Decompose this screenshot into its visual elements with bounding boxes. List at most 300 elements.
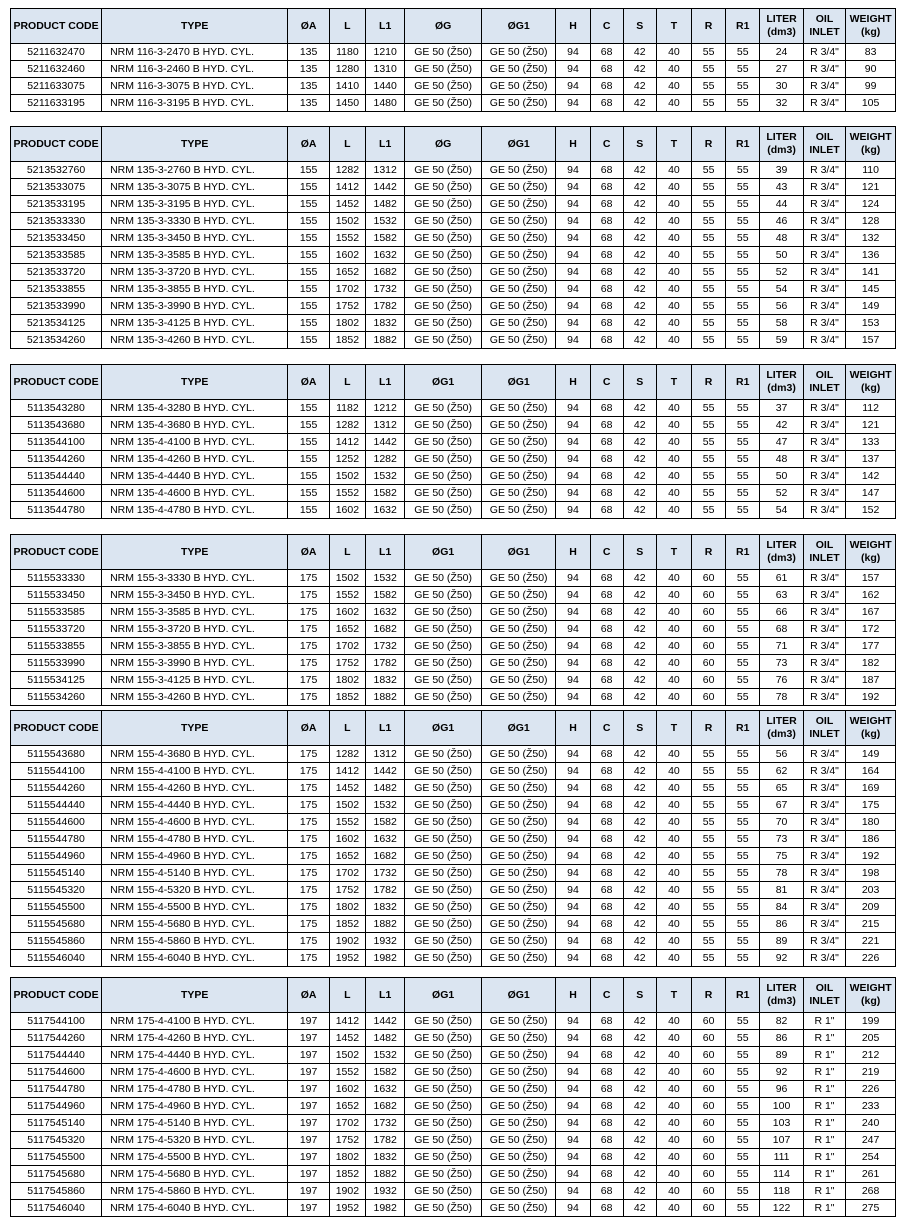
table-cell: GE 50 (Ž50) (405, 638, 482, 655)
table-cell: GE 50 (Ž50) (481, 882, 556, 899)
table-cell: 55 (726, 1047, 760, 1064)
table-cell: 60 (692, 587, 726, 604)
table-cell: GE 50 (Ž50) (481, 213, 556, 230)
table-cell: 55 (726, 916, 760, 933)
table-cell: 40 (656, 281, 691, 298)
table-cell: 1902 (329, 1183, 365, 1200)
table-cell: 135 (288, 61, 329, 78)
table-cell: 55 (692, 797, 726, 814)
type-cell: NRM 175-4-4780 B HYD. CYL. (102, 1081, 288, 1098)
table-cell: 175 (288, 672, 329, 689)
table-cell: GE 50 (Ž50) (405, 213, 482, 230)
table-cell: 1782 (366, 1132, 405, 1149)
table-cell: GE 50 (Ž50) (405, 417, 482, 434)
table-cell: 40 (656, 638, 691, 655)
table-cell: 42 (623, 417, 656, 434)
table-cell: GE 50 (Ž50) (405, 899, 482, 916)
table-cell: 40 (656, 621, 691, 638)
table-cell: GE 50 (Ž50) (481, 587, 556, 604)
table-cell: 40 (656, 44, 691, 61)
table-cell: 60 (692, 1132, 726, 1149)
table-cell: 68 (590, 604, 623, 621)
table-cell: GE 50 (Ž50) (481, 1149, 556, 1166)
table-cell: 94 (556, 831, 590, 848)
product-code-cell: 5115546040 (11, 950, 102, 967)
table-cell: 149 (846, 298, 896, 315)
column-header: LITER (dm3) (760, 365, 803, 400)
table-cell: 81 (760, 882, 803, 899)
table-cell: GE 50 (Ž50) (405, 468, 482, 485)
type-cell: NRM 175-4-4100 B HYD. CYL. (102, 1013, 288, 1030)
table-cell: 55 (692, 831, 726, 848)
table-cell: 68 (590, 848, 623, 865)
table-cell: 197 (288, 1183, 329, 1200)
table-cell: 105 (846, 95, 896, 112)
table-cell: 55 (726, 1183, 760, 1200)
product-code-cell: 5213533195 (11, 196, 102, 213)
table-cell: 40 (656, 400, 691, 417)
table-cell: 149 (846, 746, 896, 763)
product-code-cell: 5115544440 (11, 797, 102, 814)
table-cell: 78 (760, 689, 803, 706)
table-cell: 175 (288, 882, 329, 899)
table-cell: 40 (656, 672, 691, 689)
table-cell: 42 (623, 763, 656, 780)
table-cell: 42 (623, 865, 656, 882)
table-cell: 56 (760, 298, 803, 315)
table-row (11, 298, 896, 315)
table-cell: 1442 (366, 179, 405, 196)
table-cell: 40 (656, 434, 691, 451)
table-cell: 42 (623, 1166, 656, 1183)
column-header: R (692, 9, 726, 44)
table-cell: 55 (692, 230, 726, 247)
table-cell: 68 (590, 672, 623, 689)
table-cell: 42 (623, 604, 656, 621)
column-header: L1 (366, 978, 405, 1013)
table-cell: 121 (846, 179, 896, 196)
table-cell: 37 (760, 400, 803, 417)
table-row (11, 1064, 896, 1081)
table-row (11, 848, 896, 865)
table-cell: GE 50 (Ž50) (405, 162, 482, 179)
column-header: PRODUCT CODE (11, 711, 102, 746)
table-cell: 68 (590, 95, 623, 112)
table-cell: 1752 (329, 298, 365, 315)
table-cell: 42 (623, 587, 656, 604)
table-cell: GE 50 (Ž50) (405, 485, 482, 502)
table-cell: 94 (556, 1030, 590, 1047)
column-header: L (329, 127, 365, 162)
table-cell: 55 (726, 1166, 760, 1183)
type-cell: NRM 175-4-6040 B HYD. CYL. (102, 1200, 288, 1217)
table-cell: GE 50 (Ž50) (481, 281, 556, 298)
table-cell: 55 (726, 400, 760, 417)
table-cell: 40 (656, 746, 691, 763)
table-cell: 42 (623, 1149, 656, 1166)
product-code-cell: 5117544780 (11, 1081, 102, 1098)
column-header: L (329, 9, 365, 44)
column-header: R (692, 978, 726, 1013)
table-cell: 94 (556, 570, 590, 587)
table-cell: 1652 (329, 264, 365, 281)
table-cell: 1852 (329, 332, 365, 349)
table-cell: 52 (760, 264, 803, 281)
column-header: ØG1 (481, 978, 556, 1013)
table-cell: 40 (656, 763, 691, 780)
type-cell: NRM 175-4-4960 B HYD. CYL. (102, 1098, 288, 1115)
table-cell: GE 50 (Ž50) (405, 780, 482, 797)
table-cell: 94 (556, 434, 590, 451)
table-row (11, 281, 896, 298)
column-header: TYPE (102, 365, 288, 400)
column-header: H (556, 978, 590, 1013)
table-cell: 75 (760, 848, 803, 865)
table-cell: 94 (556, 196, 590, 213)
column-header: ØG1 (481, 535, 556, 570)
product-code-cell: 5211633075 (11, 78, 102, 95)
table-cell: GE 50 (Ž50) (405, 746, 482, 763)
table-cell: 1442 (366, 434, 405, 451)
table-cell: 1410 (329, 78, 365, 95)
table-cell: R 3/4" (803, 763, 845, 780)
table-row (11, 950, 896, 967)
table-cell: GE 50 (Ž50) (405, 230, 482, 247)
table-cell: 1732 (366, 281, 405, 298)
table-cell: 55 (692, 281, 726, 298)
product-code-cell: 5213533720 (11, 264, 102, 281)
product-code-cell: 5117545500 (11, 1149, 102, 1166)
table-cell: GE 50 (Ž50) (481, 1081, 556, 1098)
table-cell: 55 (726, 1200, 760, 1217)
type-cell: NRM 175-4-5860 B HYD. CYL. (102, 1183, 288, 1200)
table-cell: 94 (556, 814, 590, 831)
table-cell: R 3/4" (803, 78, 845, 95)
table-cell: 1682 (366, 1098, 405, 1115)
table-cell: 68 (590, 1030, 623, 1047)
type-cell: NRM 135-4-3680 B HYD. CYL. (102, 417, 288, 434)
table-row (11, 587, 896, 604)
table-cell: GE 50 (Ž50) (481, 621, 556, 638)
table-cell: 1552 (329, 485, 365, 502)
table-cell: 1952 (329, 950, 365, 967)
table-cell: GE 50 (Ž50) (405, 570, 482, 587)
table-cell: 68 (590, 1166, 623, 1183)
table-cell: 60 (692, 621, 726, 638)
table-cell: 68 (590, 434, 623, 451)
table-cell: 55 (692, 44, 726, 61)
table-cell: GE 50 (Ž50) (405, 247, 482, 264)
type-cell: NRM 135-4-4440 B HYD. CYL. (102, 468, 288, 485)
table-cell: 1552 (329, 230, 365, 247)
table-cell: 1502 (329, 213, 365, 230)
table-cell: R 3/4" (803, 315, 845, 332)
table-cell: 1702 (329, 281, 365, 298)
table-cell: 175 (846, 797, 896, 814)
table-row (11, 621, 896, 638)
table-cell: 55 (692, 814, 726, 831)
table-cell: 60 (692, 1064, 726, 1081)
table-cell: GE 50 (Ž50) (405, 298, 482, 315)
product-code-cell: 5113544600 (11, 485, 102, 502)
table-cell: 40 (656, 1098, 691, 1115)
column-header: ØA (288, 9, 329, 44)
column-header: LITER (dm3) (760, 711, 803, 746)
column-header: ØA (288, 365, 329, 400)
column-header: L (329, 365, 365, 400)
table-cell: R 3/4" (803, 298, 845, 315)
table-cell: 68 (590, 502, 623, 519)
table-cell: 192 (846, 848, 896, 865)
table-cell: 1552 (329, 1064, 365, 1081)
table-cell: GE 50 (Ž50) (481, 179, 556, 196)
table-cell: 94 (556, 451, 590, 468)
table-cell: 40 (656, 230, 691, 247)
table-cell: 55 (692, 780, 726, 797)
table-cell: 209 (846, 899, 896, 916)
table-cell: 157 (846, 332, 896, 349)
column-header: L1 (366, 127, 405, 162)
table-cell: GE 50 (Ž50) (405, 916, 482, 933)
table-cell: 40 (656, 1081, 691, 1098)
table-cell: GE 50 (Ž50) (481, 162, 556, 179)
table-cell: 42 (623, 916, 656, 933)
table-cell: R 3/4" (803, 95, 845, 112)
table-cell: 39 (760, 162, 803, 179)
table-cell: 275 (846, 1200, 896, 1217)
product-code-cell: 5117545680 (11, 1166, 102, 1183)
table-cell: 42 (623, 746, 656, 763)
table-cell: GE 50 (Ž50) (405, 831, 482, 848)
table-cell: R 1" (803, 1115, 845, 1132)
table-row (11, 196, 896, 213)
table-cell: 68 (590, 179, 623, 196)
type-cell: NRM 135-3-2760 B HYD. CYL. (102, 162, 288, 179)
table-cell: 94 (556, 485, 590, 502)
table-cell: 94 (556, 638, 590, 655)
product-code-cell: 5117545320 (11, 1132, 102, 1149)
table-cell: GE 50 (Ž50) (405, 61, 482, 78)
table-cell: 197 (288, 1132, 329, 1149)
table-cell: 1212 (366, 400, 405, 417)
table-cell: 55 (692, 78, 726, 95)
table-cell: 1312 (366, 417, 405, 434)
table-cell: 1902 (329, 933, 365, 950)
table-cell: 68 (590, 899, 623, 916)
table-cell: 1932 (366, 933, 405, 950)
column-header: WEIGHT (kg) (846, 9, 896, 44)
table-cell: 68 (590, 933, 623, 950)
type-cell: NRM 155-3-3720 B HYD. CYL. (102, 621, 288, 638)
type-cell: NRM 116-3-3075 B HYD. CYL. (102, 78, 288, 95)
table-cell: 42 (623, 298, 656, 315)
table-cell: 1582 (366, 814, 405, 831)
table-cell: 55 (726, 179, 760, 196)
table-cell: 55 (692, 179, 726, 196)
column-header: R (692, 365, 726, 400)
table-cell: 1832 (366, 1149, 405, 1166)
column-header: H (556, 365, 590, 400)
table-cell: R 3/4" (803, 865, 845, 882)
table-cell: R 1" (803, 1013, 845, 1030)
table-cell: GE 50 (Ž50) (481, 831, 556, 848)
table-cell: GE 50 (Ž50) (481, 78, 556, 95)
table-cell: 42 (623, 247, 656, 264)
table-cell: 40 (656, 213, 691, 230)
table-cell: 42 (623, 1030, 656, 1047)
table-cell: R 1" (803, 1030, 845, 1047)
table-row (11, 1132, 896, 1149)
table-cell: 94 (556, 780, 590, 797)
table-cell: 55 (692, 451, 726, 468)
column-header: ØG1 (405, 711, 482, 746)
column-header: WEIGHT (kg) (846, 711, 896, 746)
table-cell: R 3/4" (803, 332, 845, 349)
table-cell: 42 (623, 315, 656, 332)
table-cell: 59 (760, 332, 803, 349)
product-code-cell: 5115545500 (11, 899, 102, 916)
column-header: C (590, 978, 623, 1013)
column-header: L1 (366, 535, 405, 570)
table-cell: 1502 (329, 468, 365, 485)
table-cell: R 3/4" (803, 672, 845, 689)
table-cell: 180 (846, 814, 896, 831)
table-cell: 68 (590, 485, 623, 502)
table-cell: 147 (846, 485, 896, 502)
table-cell: 40 (656, 417, 691, 434)
table-cell: 55 (726, 230, 760, 247)
table-row (11, 417, 896, 434)
table-cell: 27 (760, 61, 803, 78)
table-cell: R 3/4" (803, 44, 845, 61)
table-cell: 42 (623, 468, 656, 485)
table-cell: 175 (288, 763, 329, 780)
table-cell: 55 (726, 162, 760, 179)
table-cell: 268 (846, 1183, 896, 1200)
table-cell: GE 50 (Ž50) (405, 587, 482, 604)
table-cell: 40 (656, 587, 691, 604)
table-cell: R 3/4" (803, 230, 845, 247)
table-cell: 89 (760, 1047, 803, 1064)
table-cell: GE 50 (Ž50) (481, 672, 556, 689)
table-cell: 1782 (366, 882, 405, 899)
table-cell: 55 (692, 950, 726, 967)
table-cell: R 3/4" (803, 468, 845, 485)
table-cell: 66 (760, 604, 803, 621)
table-row (11, 814, 896, 831)
table-cell: 68 (590, 213, 623, 230)
table-cell: 42 (623, 780, 656, 797)
product-code-cell: 5213533855 (11, 281, 102, 298)
table-row (11, 672, 896, 689)
table-row (11, 916, 896, 933)
product-code-cell: 5115534260 (11, 689, 102, 706)
table-cell: 40 (656, 179, 691, 196)
table-row (11, 1098, 896, 1115)
table-cell: 1732 (366, 638, 405, 655)
table-cell: 48 (760, 230, 803, 247)
table-cell: 155 (288, 264, 329, 281)
table-cell: 40 (656, 831, 691, 848)
table-cell: R 1" (803, 1200, 845, 1217)
table-cell: 175 (288, 780, 329, 797)
type-cell: NRM 175-4-5500 B HYD. CYL. (102, 1149, 288, 1166)
table-cell: 65 (760, 780, 803, 797)
table-cell: 55 (692, 264, 726, 281)
product-code-cell: 5117545140 (11, 1115, 102, 1132)
table-cell: 55 (692, 899, 726, 916)
table-cell: GE 50 (Ž50) (481, 916, 556, 933)
type-cell: NRM 116-3-2460 B HYD. CYL. (102, 61, 288, 78)
table-cell: 1702 (329, 638, 365, 655)
table-cell: 221 (846, 933, 896, 950)
table-cell: GE 50 (Ž50) (405, 1166, 482, 1183)
table-cell: 40 (656, 780, 691, 797)
table-cell: 55 (726, 95, 760, 112)
spec-table (10, 534, 896, 706)
table-cell: 60 (692, 1115, 726, 1132)
table-cell: 55 (726, 451, 760, 468)
table-cell: 1802 (329, 899, 365, 916)
table-cell: 1310 (366, 61, 405, 78)
table-cell: 40 (656, 689, 691, 706)
table-cell: R 3/4" (803, 247, 845, 264)
type-cell: NRM 135-4-3280 B HYD. CYL. (102, 400, 288, 417)
table-cell: 155 (288, 332, 329, 349)
table-cell: R 1" (803, 1149, 845, 1166)
table-cell: R 1" (803, 1081, 845, 1098)
table-cell: R 3/4" (803, 604, 845, 621)
column-header: OIL INLET (803, 127, 845, 162)
table-cell: 1532 (366, 797, 405, 814)
table-cell: R 3/4" (803, 950, 845, 967)
table-cell: 175 (288, 587, 329, 604)
header-row (11, 711, 896, 746)
table-cell: 40 (656, 916, 691, 933)
table-cell: 94 (556, 916, 590, 933)
table-cell: 94 (556, 298, 590, 315)
column-header: TYPE (102, 978, 288, 1013)
table-cell: 199 (846, 1013, 896, 1030)
table-cell: R 3/4" (803, 814, 845, 831)
table-cell: 175 (288, 604, 329, 621)
table-cell: 68 (590, 44, 623, 61)
table-cell: 68 (590, 264, 623, 281)
table-cell: 42 (623, 1013, 656, 1030)
table-cell: 68 (590, 763, 623, 780)
table-cell: 24 (760, 44, 803, 61)
column-header: ØG1 (405, 365, 482, 400)
table-row (11, 162, 896, 179)
table-cell: GE 50 (Ž50) (405, 434, 482, 451)
table-cell: 55 (726, 196, 760, 213)
product-code-cell: 5213533075 (11, 179, 102, 196)
table-cell: 1182 (329, 400, 365, 417)
table-row (11, 1166, 896, 1183)
table-cell: 55 (692, 933, 726, 950)
table-cell: 155 (288, 179, 329, 196)
product-code-cell: 5115545320 (11, 882, 102, 899)
table-cell: 55 (692, 882, 726, 899)
column-header: L (329, 535, 365, 570)
column-header: TYPE (102, 9, 288, 44)
table-cell: 40 (656, 1200, 691, 1217)
table-cell: 1632 (366, 247, 405, 264)
table-cell: GE 50 (Ž50) (405, 315, 482, 332)
table-cell: R 3/4" (803, 61, 845, 78)
table-cell: 254 (846, 1149, 896, 1166)
table-cell: 94 (556, 655, 590, 672)
